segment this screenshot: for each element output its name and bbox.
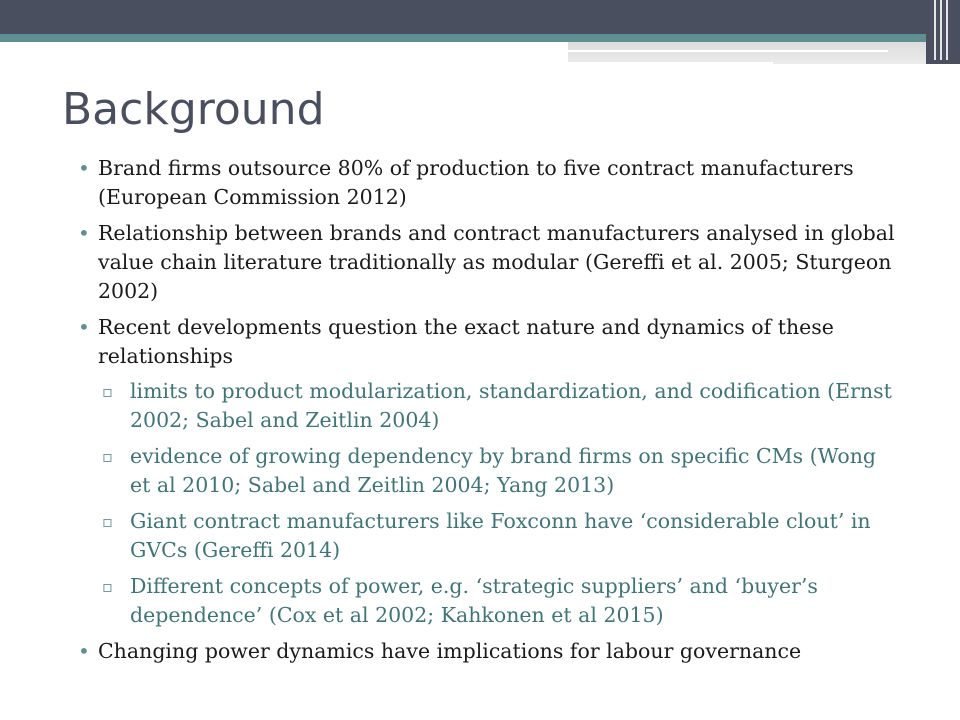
- subbullet-item: [98, 442, 902, 500]
- subbullet-text: Different concepts of power, e.g. ‘strategic suppliers’ and ‘buyer’s dependence’ (Cox et al 2002; Kahkonen et al 2015): [130, 574, 818, 627]
- bullet-item: [74, 637, 902, 666]
- header-accent-line: [0, 34, 960, 42]
- subbullet-item: [98, 507, 902, 565]
- subbullet-text: evidence of growing dependency by brand firms on specific CMs (Wong et al 2010; Sabel and Zeitlin 2004; Yang 2013): [130, 444, 877, 497]
- bullet-item: [74, 313, 902, 630]
- square-bullet-icon: ▫: [102, 577, 113, 596]
- bullet-item: [74, 219, 902, 306]
- bullet-text: Changing power dynamics have implications for labour governance: [98, 639, 802, 663]
- header-shadow-band: [568, 42, 960, 64]
- subbullet-text: Giant contract manufacturers like Foxconn have ‘considerable clout’ in GVCs (Gereffi 2014): [130, 509, 871, 562]
- subbullet-list: [98, 377, 902, 630]
- bullet-item: [74, 154, 902, 212]
- subbullet-item: [98, 572, 902, 630]
- stripe: [946, 0, 948, 60]
- subbullet-item: [98, 377, 902, 435]
- square-bullet-icon: ▫: [102, 382, 113, 401]
- slide-body: [74, 154, 902, 673]
- bullet-icon: •: [78, 315, 90, 339]
- header-bar: [0, 0, 960, 34]
- slide-title: Background: [62, 84, 325, 135]
- bullet-text: Recent developments question the exact nature and dynamics of these relationships: [98, 315, 834, 368]
- bullet-icon: •: [78, 639, 90, 663]
- bullet-icon: •: [78, 221, 90, 245]
- bullet-text: Relationship between brands and contract manufacturers analysed in global value chain literature traditionally as modular (Gereffi et al. 2005; Sturgeon 2002): [98, 221, 895, 303]
- corner-stripes: [926, 0, 960, 64]
- bullet-icon: •: [78, 156, 90, 180]
- bullet-list: [74, 154, 902, 666]
- stripe: [934, 0, 936, 60]
- stripe: [940, 0, 942, 60]
- bullet-text: Brand firms outsource 80% of production to five contract manufacturers (European Commission 2012): [98, 156, 854, 209]
- subbullet-text: limits to product modularization, standardization, and codification (Ernst 2002; Sabel and Zeitlin 2004): [130, 379, 892, 432]
- square-bullet-icon: ▫: [102, 447, 113, 466]
- decorative-rule: [568, 50, 888, 52]
- square-bullet-icon: ▫: [102, 512, 113, 531]
- decorative-rule: [568, 62, 773, 64]
